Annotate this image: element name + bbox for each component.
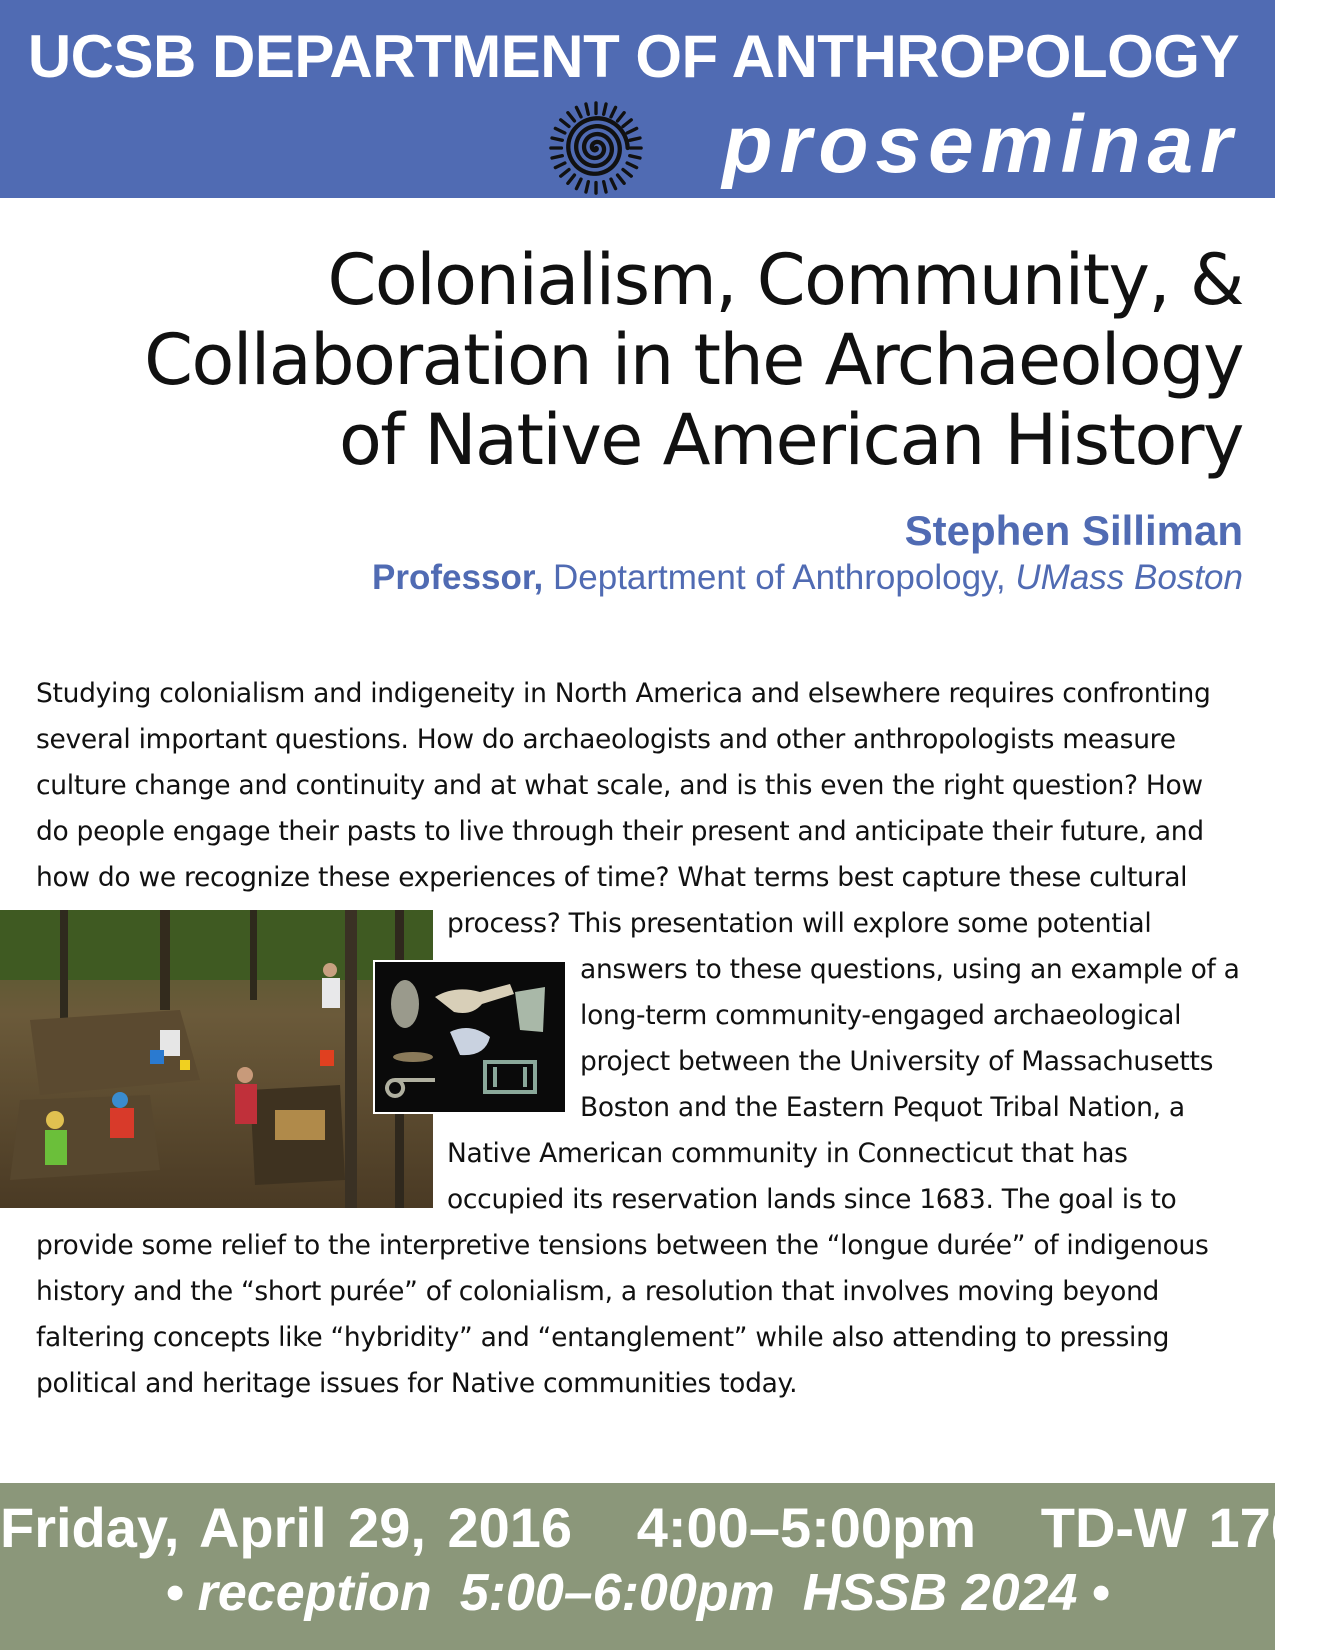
talk-title — [63, 240, 1243, 480]
abstract-line: culture change and continuity and at what scale, and is this even the right question? How — [36, 770, 1203, 801]
abstract-line: several important questions. How do archaeologists and other anthropologists measure — [36, 724, 1176, 755]
event-footer — [0, 1483, 1333, 1650]
abstract-line: how do we recognize these experiences of time? What terms best capture these cultural — [36, 862, 1188, 893]
abstract-line: political and heritage issues for Native communities today. — [36, 1368, 798, 1399]
speaker-position: Professor, — [372, 558, 544, 597]
abstract-line: occupied its reservation lands since 1683. The goal is to — [447, 1184, 1177, 1215]
reception-time: 5:00–6:00pm — [459, 1564, 775, 1622]
abstract-line: long-term community-engaged archaeological — [580, 1000, 1182, 1031]
speaker-name: Stephen Silliman — [904, 507, 1243, 554]
abstract-line: answers to these questions, using an example of a — [580, 954, 1240, 985]
abstract-line: provide some relief to the interpretive tensions between the “longue durée” of indigenous — [36, 1230, 1209, 1261]
abstract-line: project between the University of Massachusetts — [580, 1046, 1214, 1077]
abstract-line: process? This presentation will explore some potential — [447, 908, 1152, 939]
title-line: of Native American History — [338, 399, 1243, 481]
reception-details — [0, 1563, 1275, 1623]
abstract-line: Native American community in Connecticut that has — [447, 1138, 1128, 1169]
speaker-affiliation — [372, 558, 1243, 598]
title-line: Collaboration in the Archaeology — [144, 319, 1243, 401]
artifacts-photo — [375, 962, 565, 1112]
reception-label: reception — [197, 1564, 432, 1622]
event-details — [0, 1495, 1333, 1560]
reception-room: HSSB 2024 — [802, 1564, 1078, 1622]
spiral-sun-icon — [548, 100, 644, 196]
department-name: UCSB DEPARTMENT OF ANTHROPOLOGY — [27, 23, 1239, 90]
bullet-right: • — [1091, 1564, 1110, 1622]
abstract-line: Boston and the Eastern Pequot Tribal Nation, a — [580, 1092, 1185, 1123]
event-date: Friday, April 29, 2016 — [0, 1496, 573, 1559]
speaker-institution: UMass Boston — [1015, 558, 1243, 597]
abstract-line: Studying colonialism and indigeneity in North America and elsewhere requires confronting — [36, 678, 1211, 709]
speaker-department: Deptartment of Anthropology, — [552, 558, 1006, 597]
series-name: proseminar — [722, 99, 1239, 190]
event-time: 4:00–5:00pm — [636, 1496, 977, 1559]
event-room: TD-W 1701 — [1040, 1496, 1333, 1559]
bullet-left: • — [165, 1564, 184, 1622]
excavation-photo — [0, 910, 433, 1208]
abstract-line: faltering concepts like “hybridity” and “entanglement” while also attending to pressing — [36, 1322, 1170, 1353]
header-banner — [0, 0, 1275, 198]
abstract-line: history and the “short purée” of colonialism, a resolution that involves moving beyond — [36, 1276, 1160, 1307]
abstract-line: do people engage their pasts to live through their present and anticipate their future, and — [36, 816, 1204, 847]
title-line: Colonialism, Community, & — [327, 239, 1243, 321]
